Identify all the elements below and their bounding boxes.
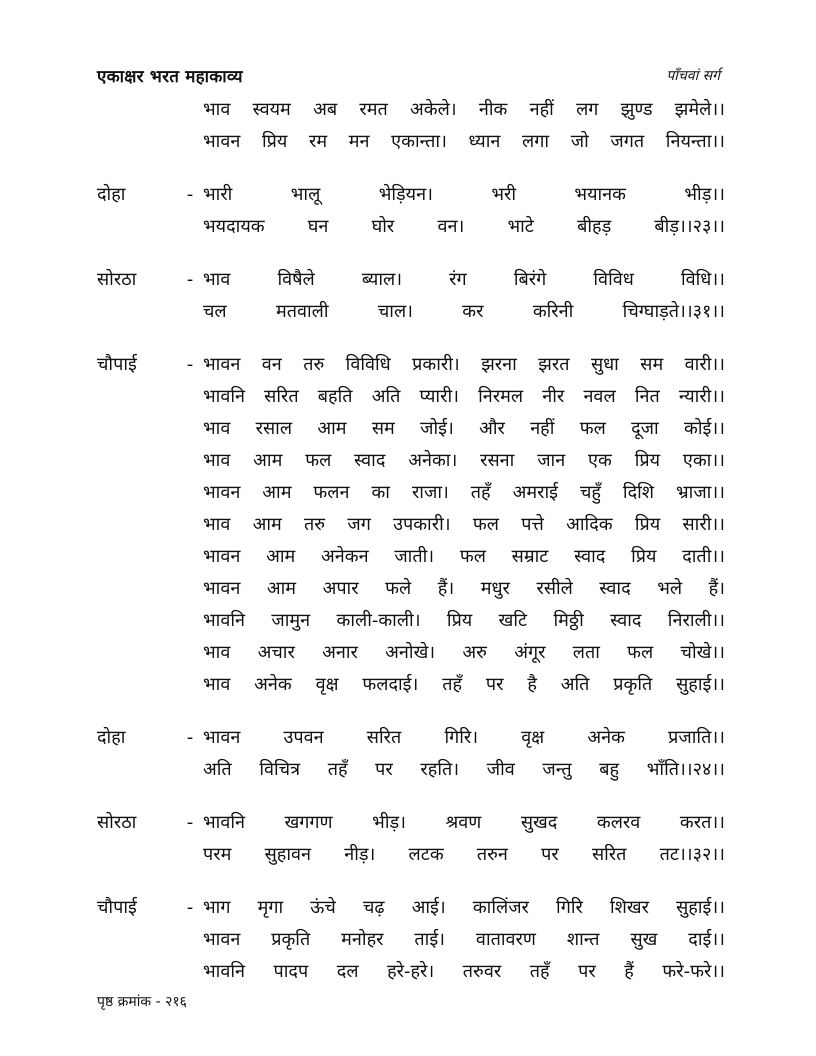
verse-line: भाव अनेक वृक्ष फलदाई। तहँ पर है अति प्रकृति सुहाई।। bbox=[203, 674, 725, 695]
stanza-label: दोहा bbox=[97, 727, 126, 748]
section-title: पाँचवां सर्ग bbox=[666, 68, 720, 84]
stanza-doha bbox=[97, 179, 725, 243]
verse-line: भावन उपवन सरित गिरि। वृक्ष अनेक प्रजाति।। bbox=[203, 727, 725, 748]
stanza-lines bbox=[203, 94, 725, 158]
verse-line: भावन आम फलन का राजा। तहँ अमराई चहुँ दिशि भ्राजा।। bbox=[203, 482, 725, 503]
verse-line: भावन आम अनेकन जाती। फल सम्राट स्वाद प्रिय दाती।। bbox=[203, 546, 725, 567]
page-number: पृष्ठ क्रमांक - २१६ bbox=[97, 994, 187, 1010]
stanza-label: चौपाई bbox=[97, 897, 137, 918]
verse-line: भावनि खगगण भीड़। श्रवण सुखद कलरव करत।। bbox=[203, 812, 725, 833]
stanza-label: चौपाई bbox=[97, 354, 137, 375]
verse-line: भावन वन तरु विविधि प्रकारी। झरना झरत सुधा सम वारी।। bbox=[203, 354, 725, 375]
verse-line: भावनि सरित बहति अति प्यारी। निरमल नीर नवल नित न्यारी।। bbox=[203, 386, 725, 407]
verse-line: भावन प्रिय रम मन एकान्ता। ध्यान लगा जो जगत नियन्ता।। bbox=[203, 131, 725, 152]
verse-line: भाग मृगा ऊंचे चढ़ आई। कालिंजर गिरि शिखर सुहाई।। bbox=[203, 897, 725, 918]
verse-line: भाव रसाल आम सम जोई। और नहीं फल दूजा कोई।। bbox=[203, 418, 725, 439]
stanza-lines bbox=[203, 892, 725, 988]
verse-line: भाव विषैले ब्याल। रंग बिरंगे विविध विधि।। bbox=[203, 269, 725, 290]
stanza-dash: - bbox=[186, 727, 194, 748]
book-title: एकाक्षर भरत महाकाव्य bbox=[97, 67, 243, 87]
verse-line: भाव स्वयम अब रमत अकेले। नीक नहीं लग झुण्ड झमेले।। bbox=[203, 99, 725, 120]
verse-line: भाव आम फल स्वाद अनेका। रसना जान एक प्रिय एका।। bbox=[203, 450, 725, 471]
verse-line: भयदायक घन घोर वन। भाटे बीहड़ बीड़।।२३।। bbox=[203, 216, 725, 237]
stanza-lines bbox=[203, 807, 725, 871]
stanza-dash: - bbox=[186, 184, 194, 205]
stanza-dash: - bbox=[186, 812, 194, 833]
stanza-chaupai bbox=[97, 892, 725, 988]
verse-line: भावनि पादप दल हरे-हरे। तरुवर तहँ पर हैं फरे-फरे।। bbox=[203, 961, 725, 982]
stanza bbox=[97, 94, 725, 158]
verse-line: चल मतवाली चाल। कर करिनी चिग्घाड़ते।।३१।। bbox=[203, 301, 725, 322]
verse-line: अति विचित्र तहँ पर रहति। जीव जन्तु बहु भाँति।।२४।। bbox=[203, 759, 725, 780]
stanza-dash: - bbox=[186, 897, 194, 918]
stanza-label: सोरठा bbox=[97, 269, 137, 290]
stanza-chaupai bbox=[97, 349, 725, 701]
stanza-label: सोरठा bbox=[97, 812, 137, 833]
verse-line: भावनि जामुन काली-काली। प्रिय खटि मिठ्ठी स्वाद निराली।। bbox=[203, 610, 725, 631]
verse-line: भावन प्रकृति मनोहर ताई। वातावरण शान्त सुख दाई।। bbox=[203, 929, 725, 950]
stanza-label: दोहा bbox=[97, 184, 126, 205]
verse-line: परम सुहावन नीड़। लटक तरुन पर सरित तट।।३२।। bbox=[203, 844, 725, 865]
stanza-dash: - bbox=[186, 269, 194, 290]
stanza-soratha bbox=[97, 807, 725, 871]
stanza-lines bbox=[203, 722, 725, 786]
verse-line: भाव अचार अनार अनोखे। अरु अंगूर लता फल चोखे।। bbox=[203, 642, 725, 663]
verse-line: भाव आम तरु जग उपकारी। फल पत्ते आदिक प्रिय सारी।। bbox=[203, 514, 725, 535]
stanza-lines bbox=[203, 349, 725, 701]
stanza-lines bbox=[203, 179, 725, 243]
stanza-doha bbox=[97, 722, 725, 786]
verse-line: भारी भालू भेड़ियन। भरी भयानक भीड़।। bbox=[203, 184, 725, 205]
stanza-dash: - bbox=[186, 354, 194, 375]
poem-body bbox=[97, 94, 725, 988]
verse-line: भावन आम अपार फले हैं। मधुर रसीले स्वाद भले हैं। bbox=[203, 578, 725, 599]
stanza-lines bbox=[203, 264, 725, 328]
stanza-soratha bbox=[97, 264, 725, 328]
